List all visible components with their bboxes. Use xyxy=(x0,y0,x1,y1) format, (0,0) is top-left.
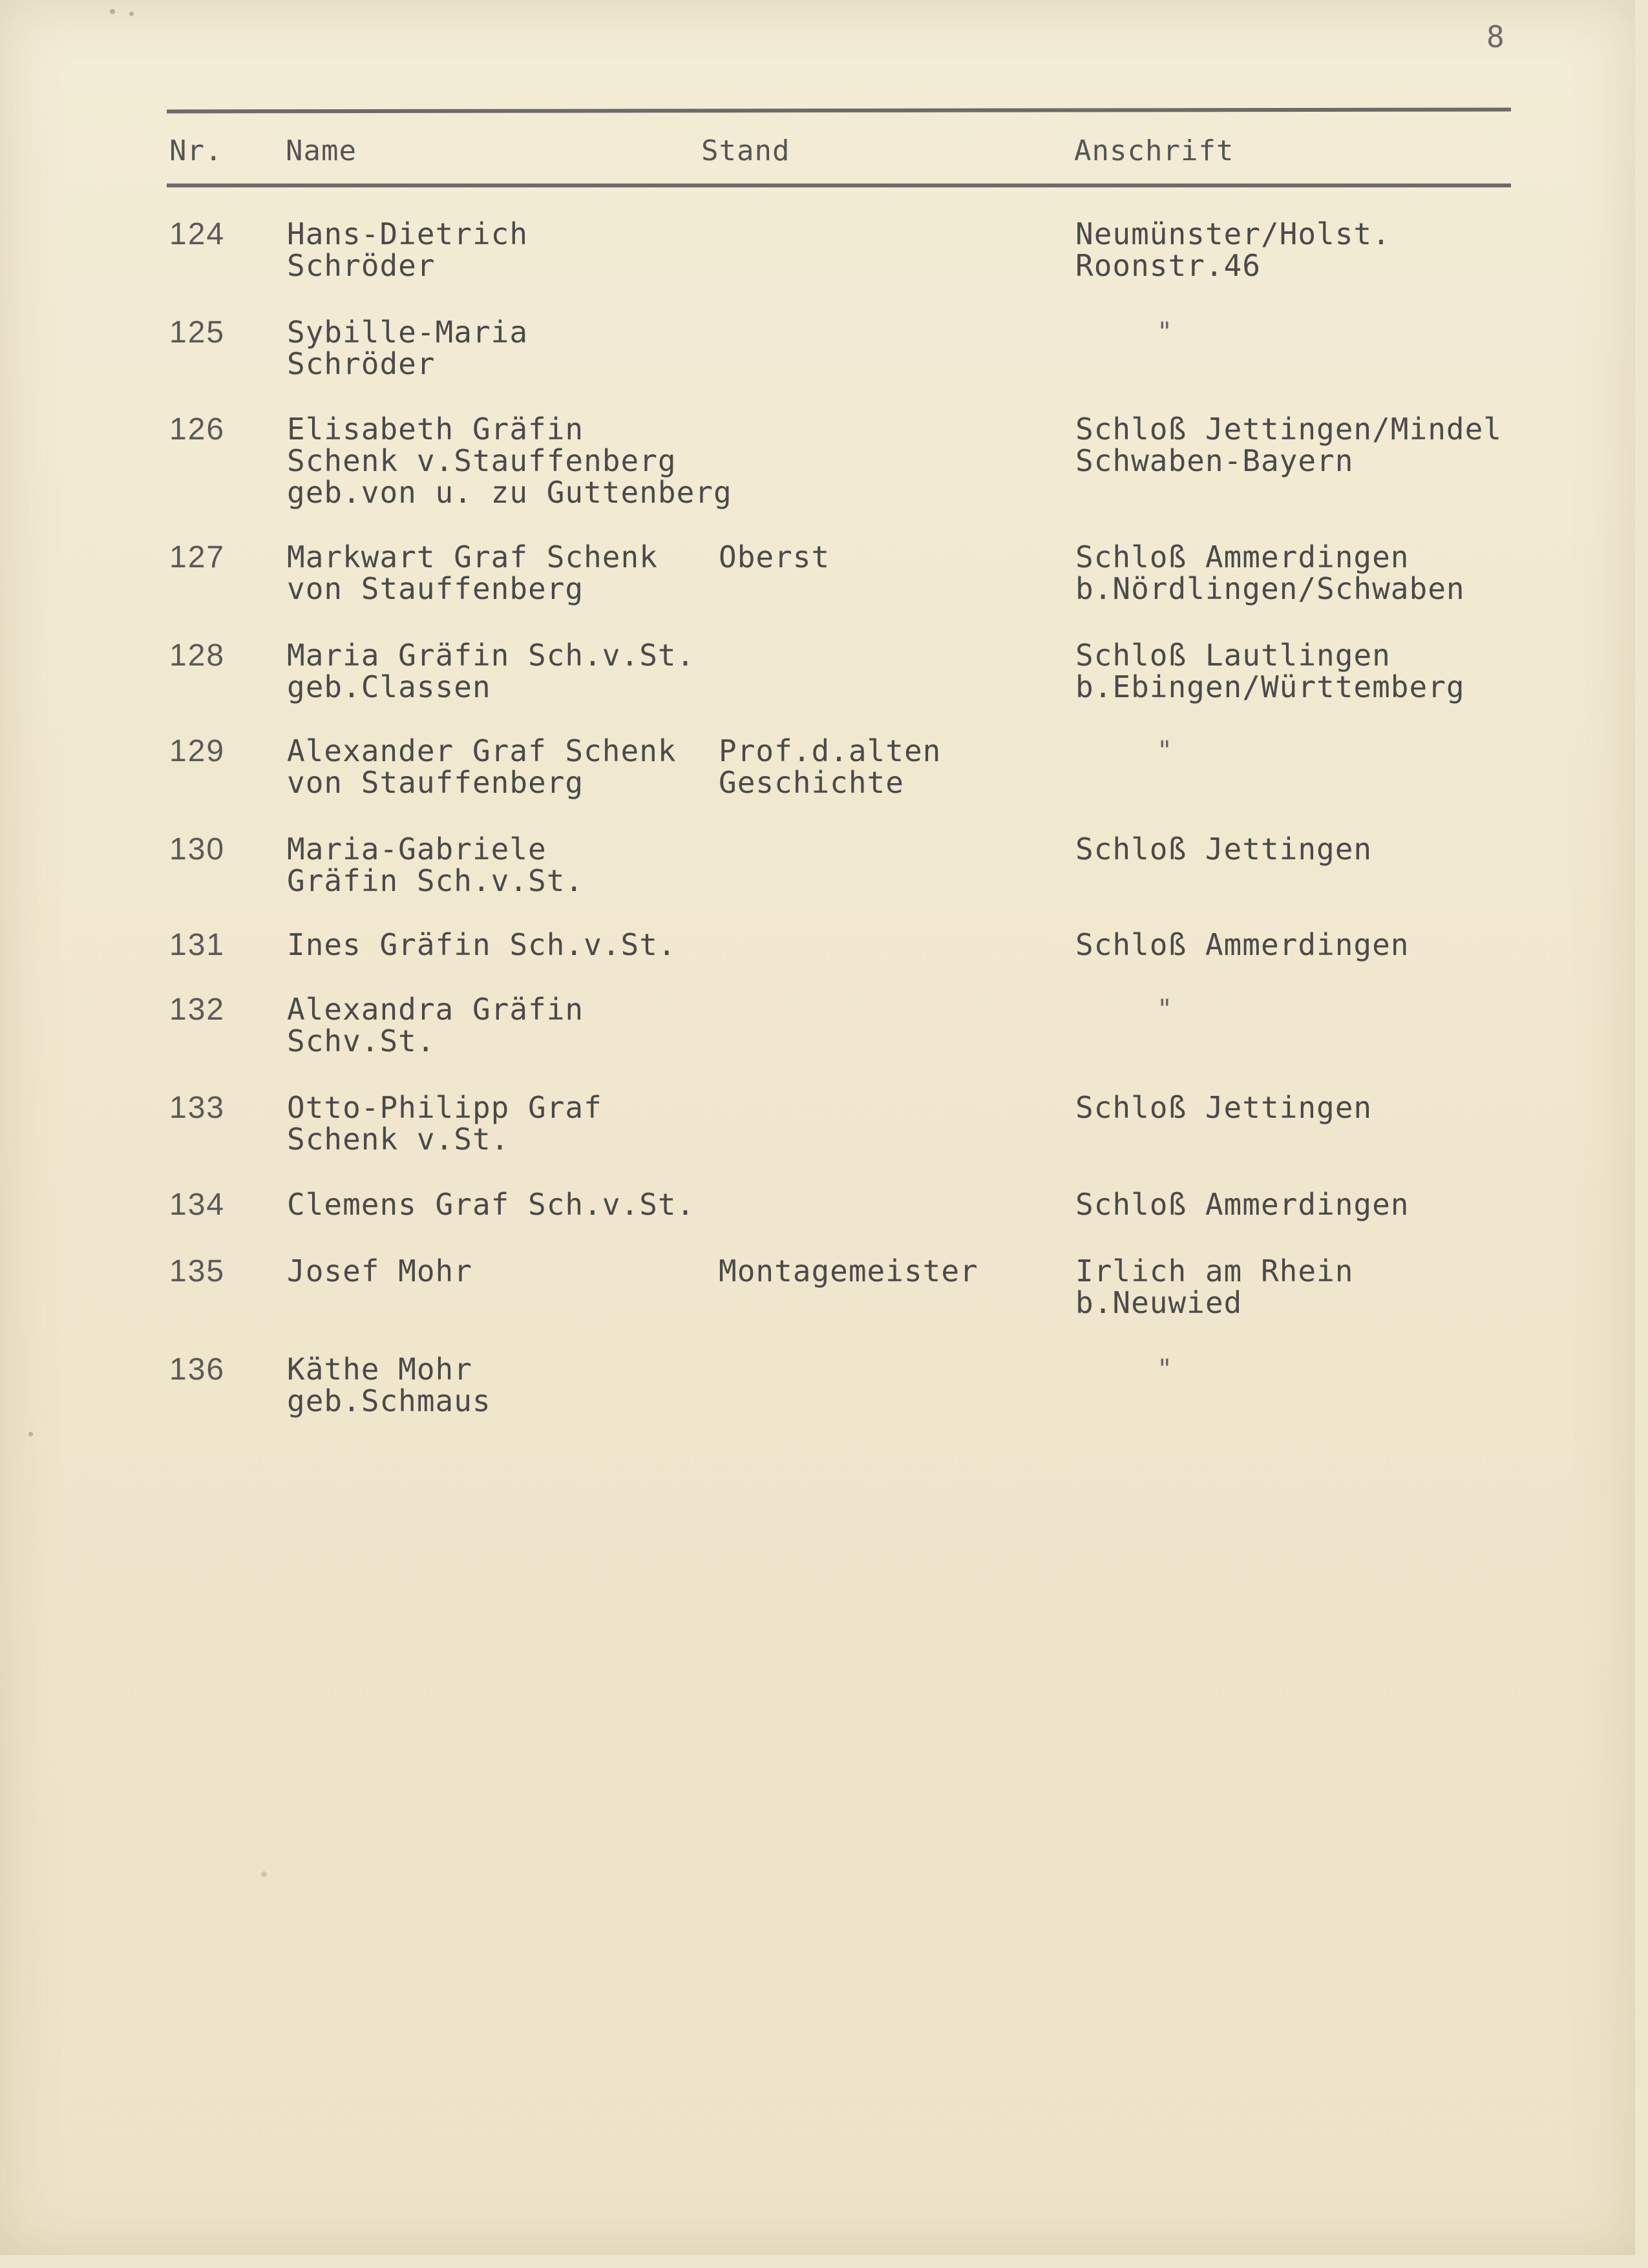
entry-name-line: Schenk v.Stauffenberg xyxy=(287,443,677,478)
ditto-mark xyxy=(1157,317,1173,348)
entry-name-line: Schv.St. xyxy=(287,1024,436,1058)
entry-number: 135 xyxy=(169,1254,226,1288)
header-bottom-rule xyxy=(167,184,1511,187)
entry-name-line: Maria Gräfin Sch.v.St. xyxy=(287,638,695,673)
entry-address xyxy=(1075,1189,1410,1221)
entry-name-line: geb.von u. zu Guttenberg xyxy=(287,475,732,510)
entry-name-line: Schröder xyxy=(287,248,436,283)
entry-number: 129 xyxy=(169,734,226,768)
entry-name-line: Clemens Graf Sch.v.St. xyxy=(287,1187,695,1222)
entry-name-line: Alexander Graf Schenk xyxy=(287,733,677,768)
column-header-anschrift: Anschrift xyxy=(1074,134,1234,167)
entry-address xyxy=(1075,218,1391,282)
entry-name xyxy=(287,1354,491,1417)
entry-address xyxy=(1075,541,1465,605)
entry-number: 125 xyxy=(169,315,226,350)
ink-speck xyxy=(261,1871,267,1877)
entry-name xyxy=(287,735,677,799)
entry-name-line: Elisabeth Gräfin xyxy=(287,412,584,446)
ditto-mark xyxy=(1157,1354,1173,1385)
entry-address-line: Schloß Lautlingen xyxy=(1075,638,1391,673)
page-number: 8 xyxy=(1486,19,1505,54)
entry-name-line: geb.Classen xyxy=(287,669,491,704)
entry-address xyxy=(1075,640,1465,703)
entry-name xyxy=(287,541,658,605)
entry-name-line: Hans-Dietrich xyxy=(287,216,529,251)
entry-name-line: Markwart Graf Schenk xyxy=(287,540,658,574)
entry-address-line: Schwaben-Bayern xyxy=(1075,443,1354,478)
ditto-mark xyxy=(1157,735,1173,767)
entry-name-line: Käthe Mohr xyxy=(287,1352,472,1387)
entry-number: 127 xyxy=(169,540,226,574)
entry-number: 132 xyxy=(169,992,226,1027)
entry-address-line: Roonstr.46 xyxy=(1075,248,1261,283)
entry-address-line: " xyxy=(1157,736,1174,766)
entry-name-line: von Stauffenberg xyxy=(287,765,584,800)
entry-name xyxy=(287,929,677,961)
entry-address-line: Schloß Ammerdingen xyxy=(1075,927,1410,962)
entry-address-line: b.Nördlingen/Schwaben xyxy=(1075,571,1465,606)
entry-name-line: Maria-Gabriele xyxy=(287,832,547,866)
entry-name xyxy=(287,414,732,509)
entry-address-line: " xyxy=(1157,994,1174,1024)
entry-name xyxy=(287,834,584,897)
entry-name xyxy=(287,317,528,380)
entry-name-line: Ines Gräfin Sch.v.St. xyxy=(287,927,677,962)
entry-name-line: Schröder xyxy=(287,346,436,381)
ink-speck xyxy=(129,12,134,16)
entry-stand-line: Geschichte xyxy=(719,765,904,800)
entry-address xyxy=(1075,1255,1353,1319)
entry-stand xyxy=(719,541,830,573)
entry-name-line: Schenk v.St. xyxy=(287,1122,510,1157)
ink-speck xyxy=(28,1432,33,1436)
entry-name-line: Josef Mohr xyxy=(287,1254,472,1288)
ditto-mark xyxy=(1157,994,1173,1025)
entry-address xyxy=(1075,414,1502,477)
entry-name xyxy=(287,1092,602,1155)
entry-number: 131 xyxy=(169,928,226,962)
entry-address-line: Schloß Ammerdingen xyxy=(1075,1187,1410,1222)
entry-address-line: Schloß Jettingen xyxy=(1075,832,1373,866)
entry-address xyxy=(1075,929,1410,961)
entry-stand-line: Prof.d.alten xyxy=(719,733,942,768)
entry-address-line: Schloß Ammerdingen xyxy=(1075,540,1410,574)
entry-address-line: Schloß Jettingen xyxy=(1075,1090,1373,1125)
entry-stand-line: Oberst xyxy=(719,540,830,574)
entry-address-line: Neumünster/Holst. xyxy=(1075,216,1391,251)
entry-stand xyxy=(719,735,941,799)
entry-name-line: geb.Schmaus xyxy=(287,1383,491,1418)
column-header-nr: Nr. xyxy=(169,134,223,167)
entry-number: 136 xyxy=(169,1352,226,1387)
entry-number: 124 xyxy=(169,217,226,251)
entry-address-line: " xyxy=(1157,317,1174,347)
entry-number: 128 xyxy=(169,638,226,673)
entry-name-line: Alexandra Gräfin xyxy=(287,992,584,1027)
entry-address-line: Schloß Jettingen/Mindel xyxy=(1075,412,1502,446)
entry-name xyxy=(287,994,584,1057)
entry-address-line: " xyxy=(1157,1354,1174,1384)
entry-name xyxy=(287,640,695,703)
entry-address-line: Irlich am Rhein xyxy=(1075,1254,1354,1288)
entry-name-line: Sybille-Maria xyxy=(287,315,529,350)
entry-name-line: von Stauffenberg xyxy=(287,571,584,606)
entry-name-line: Gräfin Sch.v.St. xyxy=(287,863,584,898)
entry-address xyxy=(1075,834,1372,865)
ink-speck xyxy=(110,9,115,14)
entry-stand-line: Montagemeister xyxy=(719,1254,978,1288)
entry-number: 133 xyxy=(169,1091,226,1125)
entry-name xyxy=(287,1189,695,1221)
entry-name xyxy=(287,1255,472,1287)
entry-stand xyxy=(719,1255,978,1287)
column-header-stand: Stand xyxy=(701,134,790,167)
entry-name xyxy=(287,218,528,282)
entry-address-line: b.Ebingen/Württemberg xyxy=(1075,669,1465,704)
column-header-name: Name xyxy=(286,134,357,167)
entry-number: 126 xyxy=(169,412,226,446)
entry-name-line: Otto-Philipp Graf xyxy=(287,1090,602,1125)
header-top-rule xyxy=(167,108,1511,114)
entry-address xyxy=(1075,1092,1372,1124)
entry-number: 134 xyxy=(169,1188,226,1222)
entry-number: 130 xyxy=(169,832,226,866)
entry-address-line: b.Neuwied xyxy=(1075,1285,1243,1320)
